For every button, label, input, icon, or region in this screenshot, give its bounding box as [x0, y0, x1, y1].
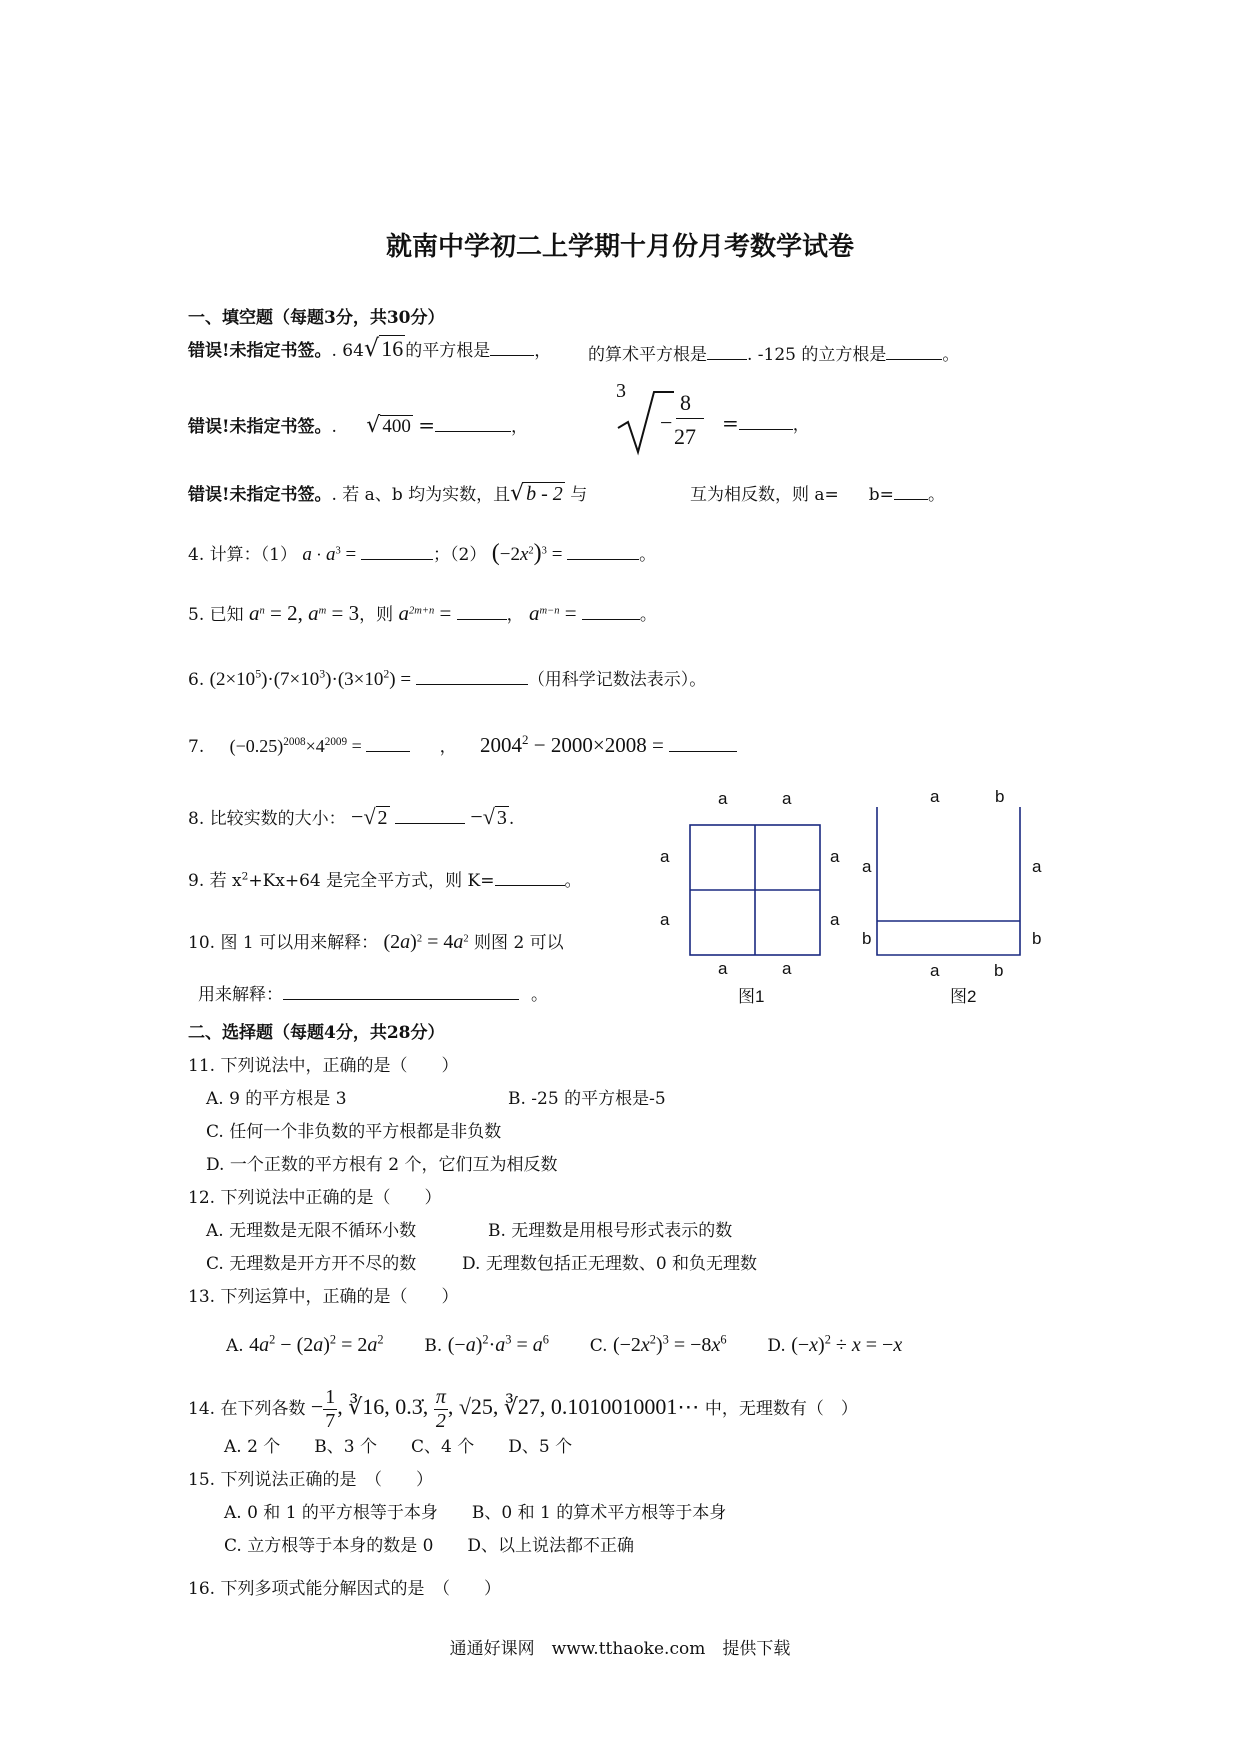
question-5: 5. 已知 $a^n = 2$, $a^m = 3$，则 $a^{2m+n}$ = ， $a^{m-n}$ = 。	[188, 601, 657, 625]
answer-blank[interactable]	[886, 343, 942, 360]
answer-blank[interactable]	[495, 869, 565, 886]
figure-2	[877, 807, 1020, 955]
label-a: a	[660, 910, 670, 929]
footer-source: 通通好课网 www.tthaoke.com 提供下载	[449, 1639, 791, 1659]
question-11-option-a[interactable]: A. 9 的平方根是 3	[206, 1089, 347, 1109]
answer-blank[interactable]	[457, 603, 507, 620]
answer-blank[interactable]	[669, 735, 737, 752]
error-label: 错误!未指定书签。	[188, 417, 332, 437]
label-a: a	[718, 959, 728, 978]
answer-blank[interactable]	[435, 415, 511, 432]
question-12-stem: 12. 下列说法中正确的是（ ）	[188, 1188, 442, 1208]
question-14: 14. 在下列各数 − $\frac{1}{7}$ , ∛16, 0.3̇, $\frac{\pi}{2}$ , √25, ∛27, 0.1010010001⋯ 中，无理数有（ ）	[188, 1386, 858, 1432]
answer-blank[interactable]	[567, 543, 639, 560]
figure-1-caption: 图1	[738, 987, 765, 1006]
error-label: 错误!未指定书签。	[188, 341, 332, 361]
question-13-option-d[interactable]: D. $(-x)^2 \div x = -x$	[767, 1332, 903, 1356]
question-4: 4. 计算：（1） $a \cdot a^3$ = ；（2） $(-2x^2)^3$ = 。	[188, 540, 657, 566]
question-14-options[interactable]: A. 2 个 B、3 个 C、4 个 D、5 个	[224, 1437, 573, 1457]
question-7: 7. $(-0.25)^{2008}\times 4^{2009}$ = ， $2004^2 - 2000\times 2008$ =	[188, 732, 737, 758]
label-a: a	[930, 961, 940, 980]
question-13-options	[226, 1332, 902, 1357]
answer-blank[interactable]	[416, 668, 528, 685]
answer-blank[interactable]	[582, 603, 640, 620]
label-a: a	[930, 787, 940, 806]
answer-blank[interactable]	[283, 983, 519, 1000]
label-b: b	[862, 929, 872, 948]
answer-blank[interactable]	[894, 483, 928, 500]
answer-blank[interactable]	[490, 339, 534, 356]
question-13-option-b[interactable]: B. $(-a)^2\cdot a^3 = a^6$	[424, 1332, 549, 1356]
label-a: a	[830, 847, 840, 866]
answer-blank[interactable]	[366, 735, 410, 752]
question-12-option-a[interactable]: A. 无理数是无限不循环小数	[206, 1221, 417, 1241]
answer-blank[interactable]	[395, 807, 465, 824]
question-15-options-ab[interactable]: A. 0 和 1 的平方根等于本身 B、0 和 1 的算术平方根等于本身	[224, 1503, 727, 1523]
question-10: 10. 图 1 可以用来解释： $(2a)^2 = 4a^2$ 则图 2 可以	[188, 931, 564, 953]
answer-blank[interactable]	[739, 413, 793, 430]
figure-1	[690, 825, 820, 955]
question-3: 错误!未指定书签。. 若 a、b 均为实数，且√ b - 2 与	[188, 481, 588, 506]
question-13-option-a[interactable]: A. $4a^2 - (2a)^2 = 2a^2$	[226, 1332, 384, 1356]
question-3-part2: 互为相反数，则 a= b= 。	[690, 480, 945, 505]
label-b: b	[1032, 929, 1042, 948]
figure-area	[650, 780, 1070, 1010]
label-a: a	[830, 910, 840, 929]
question-13-stem: 13. 下列运算中，正确的是（ ）	[188, 1287, 459, 1307]
question-2: 错误!未指定书签。. √ 400 = ，	[188, 413, 528, 438]
error-label: 错误!未指定书签。	[188, 485, 332, 505]
question-12-option-c[interactable]: C. 无理数是开方开不尽的数	[206, 1254, 417, 1274]
label-a: a	[862, 857, 872, 876]
page-title: 就南中学初二上学期十月份月考数学试卷	[385, 232, 854, 262]
question-12-option-b[interactable]: B. 无理数是用根号形式表示的数	[488, 1221, 733, 1241]
label-a: a	[718, 789, 728, 808]
label-a: a	[782, 959, 792, 978]
question-8: 8. 比较实数的大小： −√ 2 −√ 3 .	[188, 804, 515, 829]
question-15-options-cd[interactable]: C. 立方根等于本身的数是 0 D、以上说法都不正确	[224, 1536, 635, 1556]
label-b: b	[994, 961, 1004, 980]
question-11-stem: 11. 下列说法中，正确的是（ ）	[188, 1056, 459, 1076]
figure-2-outline	[877, 807, 1020, 955]
question-13-option-c[interactable]: C. $(-2x^2)^3 = -8x^6$	[589, 1332, 727, 1356]
question-6: 6. $(2\times 10^5)\cdot(7\times 10^3)\cdot(3\times 10^2)$ = （用科学记数法表示）。	[188, 667, 707, 690]
question-10-line2: 用来解释： 。	[198, 980, 548, 1005]
answer-blank[interactable]	[361, 543, 433, 560]
question-2-part2: = ，	[722, 411, 810, 435]
radicand-b-minus-2: b - 2	[526, 483, 563, 505]
question-9: 9. 若 $x^2+Kx+64$ 是完全平方式，则 K= 。	[188, 870, 582, 891]
label-a: a	[782, 789, 792, 808]
question-11-option-b[interactable]: B. -25 的平方根是-5	[508, 1089, 666, 1109]
radicand-400: 400	[382, 416, 411, 437]
question-1-part2: 的算术平方根是 . -125 的立方根是 。	[588, 340, 959, 365]
label-a: a	[660, 847, 670, 866]
question-12-option-d[interactable]: D. 无理数包括正无理数、0 和负无理数	[462, 1254, 758, 1274]
answer-blank[interactable]	[707, 343, 747, 360]
question-11-option-c[interactable]: C. 任何一个非负数的平方根都是非负数	[206, 1122, 502, 1142]
question-16-stem: 16. 下列多项式能分解因式的是 （ ）	[188, 1579, 501, 1599]
question-15-stem: 15. 下列说法正确的是 （ ）	[188, 1470, 433, 1490]
question-1: 错误!未指定书签。. 64√16 的平方根是 ，	[188, 334, 552, 362]
radicand-16: 16	[381, 336, 404, 361]
section-fill-in-heading: 一、填空题（每题3分，共30分）	[188, 308, 445, 328]
label-a: a	[1032, 857, 1042, 876]
figure-2-caption: 图2	[950, 987, 977, 1006]
section-choice-heading: 二、选择题（每题4分，共28分）	[188, 1023, 445, 1043]
question-11-option-d[interactable]: D. 一个正数的平方根有 2 个，它们互为相反数	[206, 1155, 558, 1175]
label-b: b	[995, 787, 1005, 806]
